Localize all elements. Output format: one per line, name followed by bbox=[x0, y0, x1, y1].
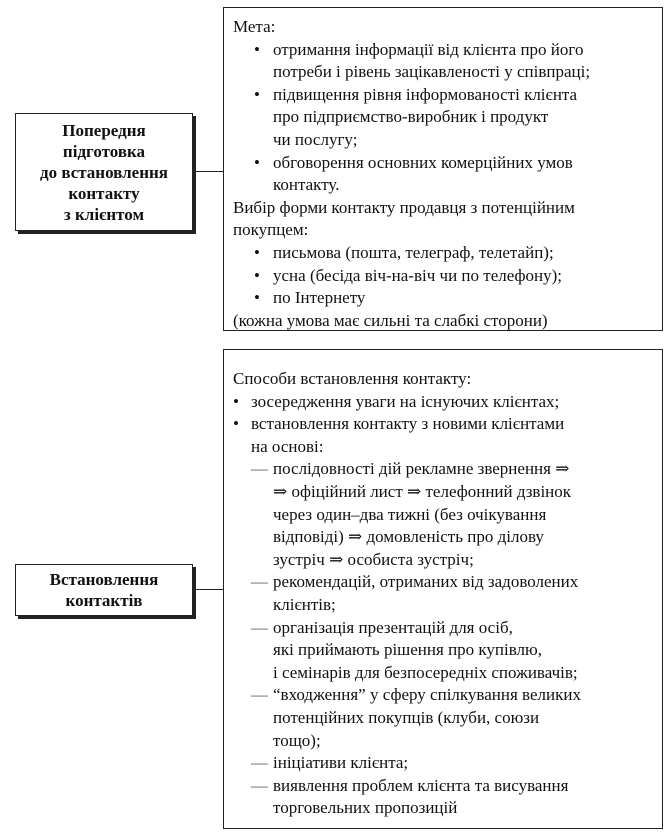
list-item-continuation: чи послугу; bbox=[273, 129, 358, 149]
dash-item-continuation: клієнтів; bbox=[273, 594, 336, 614]
goal-heading: Мета: bbox=[233, 17, 276, 36]
dash-item-continuation: зустріч ⇒ особиста зустріч; bbox=[273, 549, 474, 569]
dash-item: — ініціативи клієнта; bbox=[233, 752, 656, 775]
list-item-continuation: контакту. bbox=[273, 175, 340, 195]
dash-item-continuation: відповіді) ⇒ домовленість про ділову bbox=[273, 527, 544, 547]
dash-item-continuation: торговельних пропозицій bbox=[273, 798, 458, 818]
list-item-continuation: про підприємство-виробник і продукт bbox=[273, 107, 549, 127]
list-item-continuation: на основі: bbox=[251, 436, 324, 456]
footer-note: (кожна умова має сильні та слабкі сторони) bbox=[233, 310, 548, 330]
dash-item-continuation: і семінарів для безпосередніх споживачів; bbox=[273, 662, 578, 682]
dash-item: — виявлення проблем клієнта та висування bbox=[233, 775, 656, 798]
list-item: • встановлення контакту з новими клієнтами bbox=[233, 413, 656, 436]
list-item-continuation: потреби і рівень зацікавленості у співпраці; bbox=[273, 62, 591, 82]
preparation-label-box bbox=[15, 113, 193, 231]
connector-line-2 bbox=[192, 589, 223, 590]
preparation-label: Попередня підготовка до встановлення контакту з клієнтом bbox=[39, 120, 169, 224]
preparation-details-box bbox=[223, 7, 663, 331]
list-item: • підвищення рівня інформованості клієнта bbox=[233, 84, 656, 107]
contacts-label: Встановлення контактів bbox=[49, 570, 159, 610]
form-heading-continuation: покупцем: bbox=[233, 220, 309, 240]
list-item: • письмова (пошта, телеграф, телетайп); bbox=[233, 242, 656, 265]
list-item: • отримання інформації від клієнта про його bbox=[233, 39, 656, 62]
list-item: • зосередження уваги на існуючих клієнтах; bbox=[233, 391, 656, 414]
connector-line-1 bbox=[192, 171, 223, 172]
contacts-details-box bbox=[223, 349, 663, 829]
dash-item: — послідовності дій рекламне звернення ⇒ bbox=[233, 458, 656, 481]
list-item: • усна (бесіда віч-на-віч чи по телефону); bbox=[233, 265, 656, 288]
dash-item: — рекомендацій, отриманих від задоволених bbox=[233, 571, 656, 594]
dash-item-continuation: які приймають рішення про купівлю, bbox=[273, 640, 542, 660]
dash-item-continuation: тощо); bbox=[273, 730, 321, 750]
form-heading: Вибір форми контакту продавця з потенційним bbox=[233, 197, 575, 217]
list-item: • по Інтернету bbox=[233, 287, 656, 310]
methods-heading: Способи встановлення контакту: bbox=[233, 369, 472, 388]
dash-item-continuation: потенційних покупців (клуби, союзи bbox=[273, 707, 540, 727]
dash-item: — “входження” у сферу спілкування великих bbox=[233, 684, 656, 707]
dash-item: — організація презентацій для осіб, bbox=[233, 617, 656, 640]
contacts-label-box bbox=[15, 564, 193, 616]
dash-item-continuation: ⇒ офіційний лист ⇒ телефонний дзвінок bbox=[273, 481, 572, 501]
dash-item-continuation: через один–два тижні (без очікування bbox=[273, 504, 547, 524]
list-item: • обговорення основних комерційних умов bbox=[233, 152, 656, 175]
